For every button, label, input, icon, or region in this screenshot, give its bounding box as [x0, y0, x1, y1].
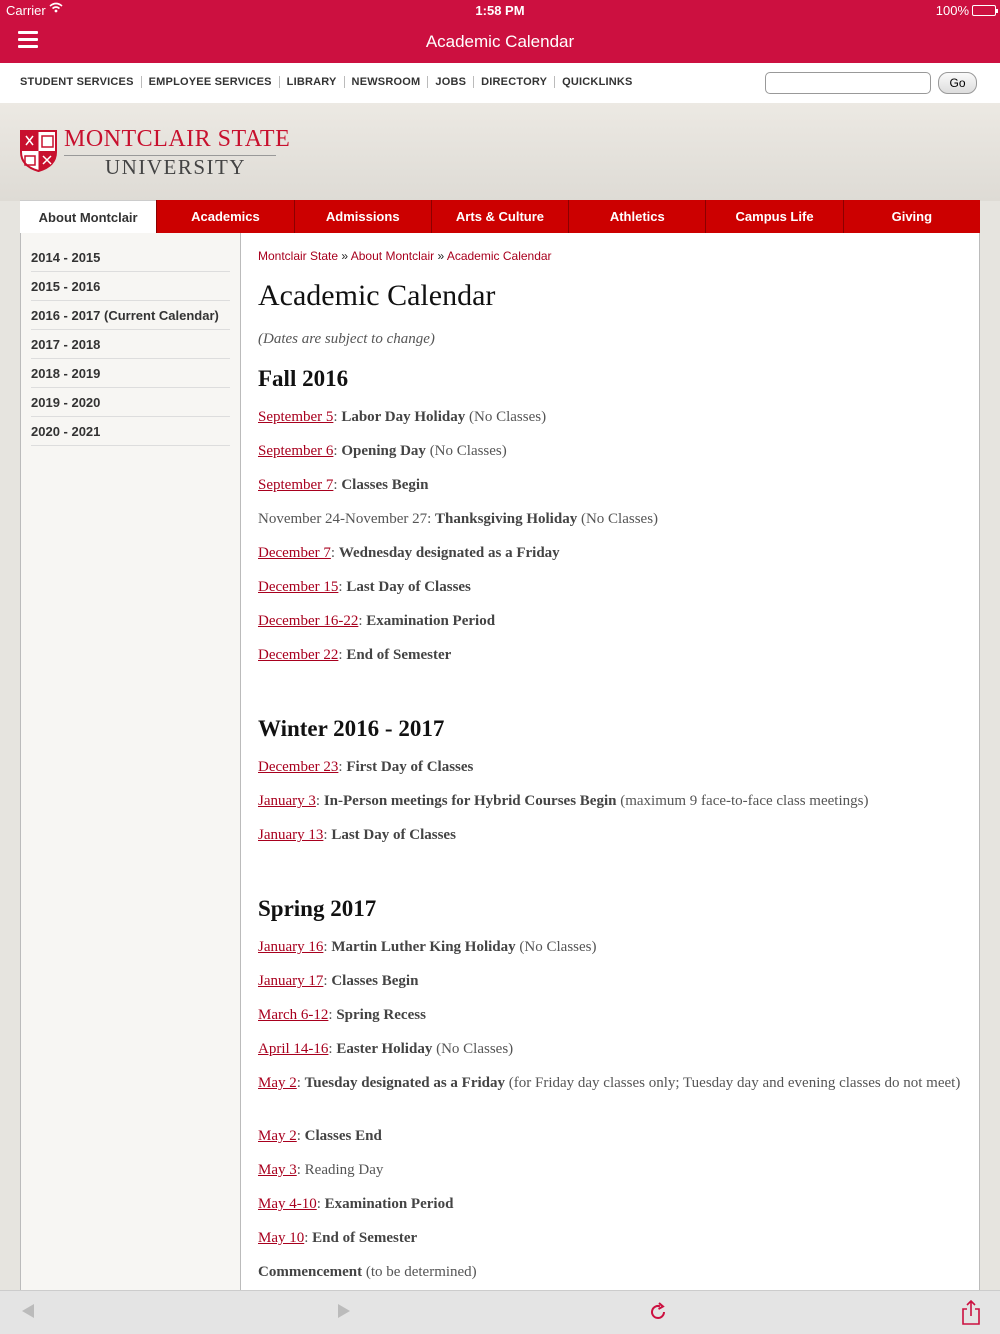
masthead — [0, 103, 1000, 201]
main-nav-tab[interactable]: Campus Life — [705, 200, 842, 233]
page-title: Academic Calendar — [258, 279, 496, 312]
browser-toolbar — [0, 1290, 1000, 1334]
utility-links — [20, 76, 640, 88]
battery-percent: 100% — [935, 3, 969, 18]
entry-event: Examination Period — [366, 613, 496, 629]
calendar-entry: December 23: First Day of Classes — [258, 759, 474, 775]
entry-event: Wednesday designated as a Friday — [338, 545, 560, 561]
entry-event: Tuesday designated as a Friday — [304, 1075, 505, 1091]
status-bar — [0, 0, 1000, 20]
entry-date[interactable]: September 5 — [258, 409, 334, 425]
entry-event: Last Day of Classes — [346, 579, 471, 595]
calendar-entry: January 13: Last Day of Classes — [258, 827, 456, 843]
breadcrumb-link[interactable]: About Montclair — [350, 249, 435, 263]
carrier-label: Carrier — [6, 3, 46, 18]
entry-note: (maximum 9 face-to-face class meetings) — [620, 793, 869, 809]
main-nav — [20, 200, 980, 233]
entry-note: (No Classes) — [436, 1041, 514, 1057]
entry-note: Reading Day — [304, 1162, 384, 1178]
utility-link[interactable]: JOBS — [427, 76, 473, 88]
logo-line-2: UNIVERSITY — [105, 155, 246, 179]
entry-note: (No Classes) — [429, 443, 507, 459]
entry-event: Easter Holiday — [336, 1041, 433, 1057]
calendar-entry: May 3: Reading Day — [258, 1162, 384, 1178]
entry-date[interactable]: December 16-22 — [258, 613, 359, 629]
entry-note: (No Classes) — [519, 939, 597, 955]
share-icon[interactable] — [961, 1300, 981, 1325]
sidebar-item[interactable]: 2020 - 2021 — [31, 417, 230, 446]
entry-event: Last Day of Classes — [331, 827, 456, 843]
entry-event: Opening Day — [341, 443, 426, 459]
app-header — [0, 20, 1000, 63]
entry-date[interactable]: September 7 — [258, 477, 334, 493]
sidebar-item[interactable]: 2014 - 2015 — [31, 243, 230, 272]
entry-event: Classes End — [304, 1128, 382, 1144]
entry-date[interactable]: January 3 — [258, 793, 316, 809]
sidebar — [21, 233, 241, 1290]
entry-date[interactable]: May 4-10 — [258, 1196, 317, 1212]
entry-date[interactable]: January 17 — [258, 973, 324, 989]
reload-icon[interactable] — [648, 1302, 668, 1322]
entry-date[interactable]: May 2 — [258, 1075, 297, 1091]
calendar-entry: April 14-16: Easter Holiday (No Classes) — [258, 1041, 514, 1057]
content-frame — [20, 233, 980, 1290]
calendar-entry: May 2: Classes End — [258, 1128, 382, 1144]
main-nav-tab[interactable]: Athletics — [568, 200, 705, 233]
section-title: Winter 2016 - 2017 — [258, 716, 445, 741]
entry-date[interactable]: January 13 — [258, 827, 324, 843]
utility-link[interactable]: STUDENT SERVICES — [20, 76, 134, 88]
entry-event: First Day of Classes — [346, 759, 474, 775]
entry-note: (No Classes) — [580, 511, 659, 527]
entry-date[interactable]: May 10 — [258, 1230, 305, 1246]
sidebar-list — [31, 243, 230, 446]
entry-event: Spring Recess — [336, 1007, 426, 1023]
entry-date[interactable]: December 7 — [258, 545, 331, 561]
sidebar-item[interactable]: 2016 - 2017 (Current Calendar) — [31, 301, 230, 330]
section-title: Spring 2017 — [258, 896, 377, 921]
calendar-entry: January 17: Classes Begin — [258, 973, 419, 989]
entry-date[interactable]: May 2 — [258, 1128, 297, 1144]
clock: 1:58 PM — [475, 3, 525, 18]
entry-event: Martin Luther King Holiday — [331, 939, 516, 955]
entry-note: (to be determined) — [365, 1264, 477, 1280]
battery-icon — [972, 5, 996, 16]
utility-link[interactable]: NEWSROOM — [344, 76, 428, 88]
breadcrumb-separator: » — [341, 249, 349, 263]
entry-date[interactable]: April 14-16 — [258, 1041, 329, 1057]
calendar-entry: September 5: Labor Day Holiday (No Classes) — [258, 409, 547, 425]
shield-icon — [20, 130, 57, 172]
sidebar-item[interactable]: 2019 - 2020 — [31, 388, 230, 417]
entry-date[interactable]: September 6 — [258, 443, 334, 459]
entry-date[interactable]: December 23 — [258, 759, 339, 775]
calendar-entry: December 15: Last Day of Classes — [258, 579, 471, 595]
utility-link[interactable]: EMPLOYEE SERVICES — [141, 76, 279, 88]
breadcrumb-link[interactable]: Montclair State — [258, 249, 339, 263]
entry-date[interactable]: March 6-12 — [258, 1007, 329, 1023]
entry-date[interactable]: January 16 — [258, 939, 324, 955]
entry-event: Labor Day Holiday — [341, 409, 466, 425]
calendar-entry: September 6: Opening Day (No Classes) — [258, 443, 507, 459]
entry-event: End of Semester — [312, 1230, 418, 1246]
sidebar-item[interactable]: 2018 - 2019 — [31, 359, 230, 388]
back-arrow-icon[interactable] — [22, 1304, 34, 1318]
calendar-entry: May 2: Tuesday designated as a Friday (for Friday day classes only; Tuesday day and evening classes do not meet) — [258, 1075, 961, 1091]
calendar-entry: January 3: In-Person meetings for Hybrid Courses Begin (maximum 9 face-to-face class meetings) — [258, 793, 869, 809]
sidebar-item[interactable]: 2017 - 2018 — [31, 330, 230, 359]
entry-note: (No Classes) — [469, 409, 547, 425]
breadcrumb-separator: » — [437, 249, 445, 263]
entry-date: November 24-November 27 — [258, 511, 428, 527]
calendar-entry: December 7: Wednesday designated as a Friday — [258, 545, 560, 561]
main-nav-tab[interactable]: About Montclair — [20, 200, 156, 233]
calendar-entry: December 16-22: Examination Period — [258, 613, 496, 629]
entry-event: In-Person meetings for Hybrid Courses Begin — [323, 793, 617, 809]
main-nav-tab[interactable]: Academics — [156, 200, 293, 233]
entry-event: Classes Begin — [331, 973, 419, 989]
entry-event: Commencement — [258, 1264, 363, 1280]
calendar-entry: May 10: End of Semester — [258, 1230, 418, 1246]
search-input[interactable] — [765, 72, 931, 94]
calendar-entry: May 4-10: Examination Period — [258, 1196, 454, 1212]
main-nav-tab[interactable]: Admissions — [294, 200, 431, 233]
calendar-entry: January 16: Martin Luther King Holiday (No Classes) — [258, 939, 597, 955]
go-button[interactable]: Go — [938, 72, 977, 94]
calendar-entry: March 6-12: Spring Recess — [258, 1007, 426, 1023]
main-nav-tab[interactable]: Giving — [843, 200, 980, 233]
entry-date[interactable]: December 15 — [258, 579, 339, 595]
forward-arrow-icon[interactable] — [338, 1304, 350, 1318]
entry-event: Classes Begin — [341, 477, 429, 493]
utility-nav — [0, 63, 1000, 103]
entry-event: Examination Period — [324, 1196, 454, 1212]
app-title: Academic Calendar — [425, 32, 575, 51]
utility-link[interactable]: LIBRARY — [279, 76, 344, 88]
utility-link[interactable]: DIRECTORY — [473, 76, 554, 88]
calendar-entry: November 24-November 27: Thanksgiving Holiday (No Classes) — [258, 511, 659, 527]
calendar-entry: December 22: End of Semester — [258, 647, 452, 663]
disclaimer-note: (Dates are subject to change) — [258, 331, 435, 347]
entry-date[interactable]: May 3 — [258, 1162, 297, 1178]
university-logo[interactable] — [20, 126, 291, 179]
calendar-entry — [258, 1263, 970, 1282]
logo-line-1: MONTCLAIR STATE — [64, 126, 291, 152]
main-nav-tab[interactable]: Arts & Culture — [431, 200, 568, 233]
entry-note: (for Friday day classes only; Tuesday day and evening classes do not meet) — [508, 1075, 961, 1091]
entry-date[interactable]: December 22 — [258, 647, 339, 663]
sidebar-item[interactable]: 2015 - 2016 — [31, 272, 230, 301]
entry-event: Thanksgiving Holiday — [435, 511, 578, 527]
entry-event: End of Semester — [346, 647, 452, 663]
breadcrumb — [258, 249, 552, 263]
breadcrumb-link[interactable]: Academic Calendar — [446, 249, 552, 263]
utility-link[interactable]: QUICKLINKS — [554, 76, 639, 88]
section-title: Fall 2016 — [258, 366, 349, 391]
calendar-entry: September 7: Classes Begin — [258, 477, 429, 493]
